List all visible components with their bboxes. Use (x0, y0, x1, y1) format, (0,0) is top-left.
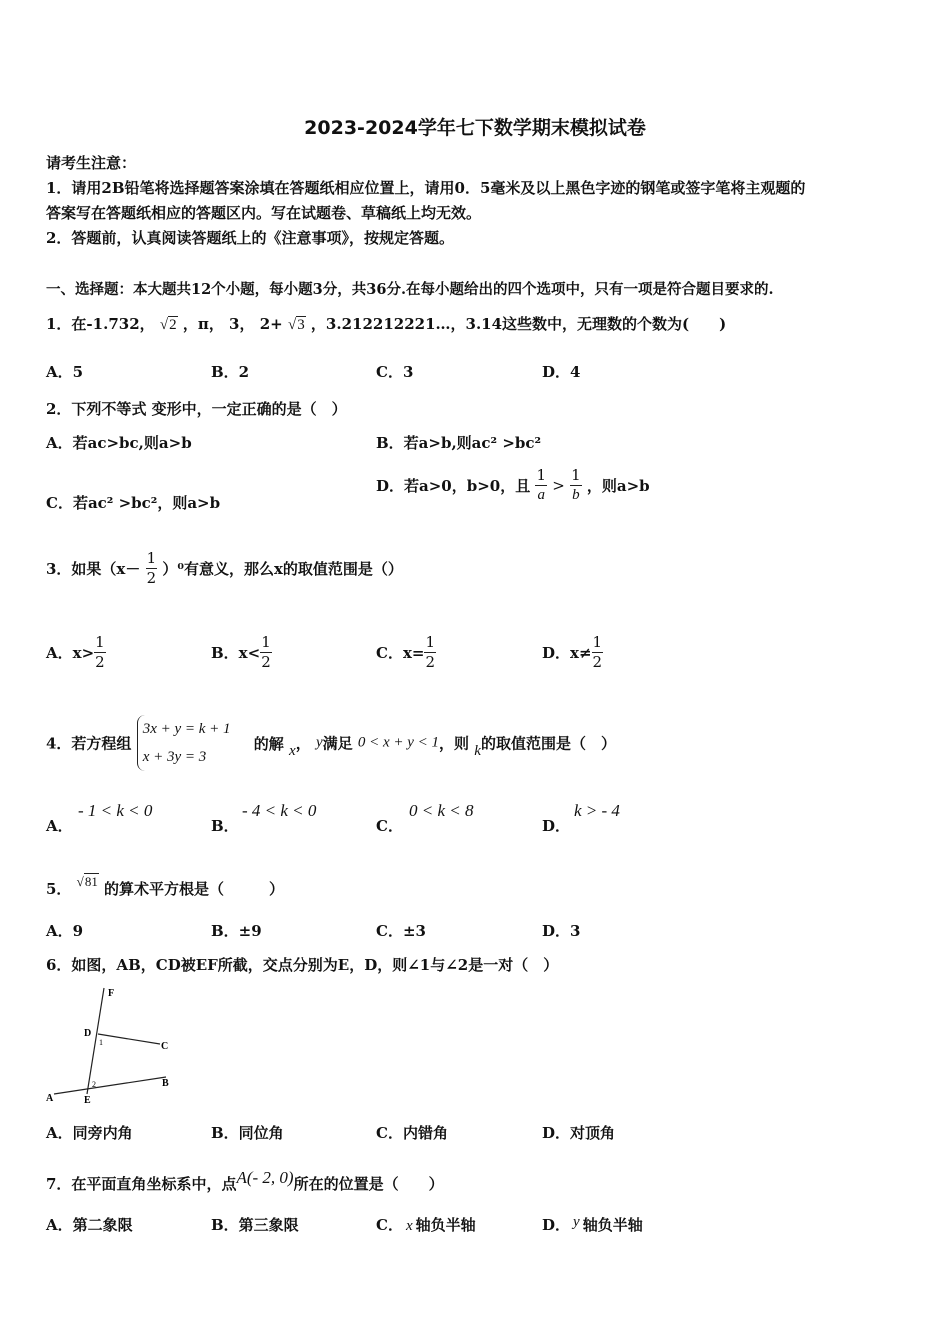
label-c: C (161, 1041, 169, 1052)
q2-option-c[interactable]: C．若ac² >bc²，则a>b (46, 494, 221, 512)
fraction-half: $\frac{1}{2}$ (425, 633, 435, 671)
q3-option-c[interactable]: C．x= $\frac{1}{2}$ (376, 633, 435, 671)
q7-option-c[interactable]: C． x 轴负半轴 (376, 1216, 476, 1234)
sqrt-81: √81 (76, 874, 98, 889)
fraction-half: $\frac{1}{2}$ (592, 633, 603, 671)
q5-option-c[interactable]: C．±3 (376, 922, 426, 940)
line-dc (98, 1034, 160, 1044)
q7-option-b[interactable]: B．第三象限 (211, 1216, 299, 1234)
q1-option-a[interactable]: A．5 (46, 363, 84, 381)
label-f: F (108, 988, 115, 999)
q4-option-b-math: - 4 < k < 0 (242, 801, 317, 820)
q4-option-d-math: k > - 4 (574, 801, 620, 820)
notice-line-1b: 答案写在答题纸相应的答题区内。写在试题卷、草稿纸上均无效。 (46, 204, 482, 222)
question-1-stem: 1．在-1.732， √2 ，π， 3， 2+ √3 ，3.212212221…，3.14这些数中，无理数的个数为( ) (46, 315, 727, 333)
label-e: E (84, 1095, 91, 1106)
q6-option-a[interactable]: A．同旁内角 (46, 1124, 133, 1142)
fraction-half: $\frac{1}{2}$ (146, 549, 157, 587)
label-2: 2 (92, 1080, 96, 1089)
notice-heading: 请考生注意： (46, 154, 137, 172)
q1-option-c[interactable]: C．3 (376, 363, 414, 381)
question-7-stem: 7．在平面直角坐标系中，点A(- 2, 0)所在的位置是（ ） (46, 1168, 444, 1193)
q1-option-b[interactable]: B．2 (211, 363, 250, 381)
question-4-stem: 4．若方程组 3x + y = k + 1 x + 3y = 3 的解 x， y满足 0 < x + y < 1，则 k的取值范围是（ ） (46, 715, 616, 771)
label-b: B (162, 1078, 169, 1089)
geometry-figure (40, 982, 190, 1107)
fraction-1-over-a: $\frac{1}{a}$ (536, 466, 547, 503)
fraction-1-over-b: $\frac{1}{b}$ (571, 466, 581, 503)
label-1: 1 (99, 1038, 103, 1047)
q6-option-d[interactable]: D．对顶角 (542, 1124, 616, 1142)
q5-option-d[interactable]: D．3 (542, 922, 581, 940)
equation-system: 3x + y = k + 1 x + 3y = 3 (137, 715, 231, 771)
q4-option-c-math: 0 < k < 8 (409, 801, 474, 820)
question-6-stem: 6．如图，AB，CD被EF所截，交点分别为E，D，则∠1与∠2是一对（ ） (46, 956, 559, 974)
fraction-half: $\frac{1}{2}$ (95, 633, 105, 671)
sqrt-3: √3 (287, 317, 305, 333)
q5-option-b[interactable]: B．±9 (211, 922, 262, 940)
q3-option-a[interactable]: A．x> $\frac{1}{2}$ (46, 633, 105, 671)
q1-option-d[interactable]: D．4 (542, 363, 581, 381)
q4-option-d[interactable]: D． (542, 817, 571, 835)
q4-option-c[interactable]: C． (376, 817, 403, 835)
q6-option-b[interactable]: B．同位角 (211, 1124, 284, 1142)
notice-line-2: 2．答题前，认真阅读答题纸上的《注意事项》，按规定答题。 (46, 229, 454, 247)
page-title: 2023-2024学年七下数学期末模拟试卷 (304, 117, 646, 139)
q2-option-b[interactable]: B．若a>b,则ac² >bc² (376, 434, 542, 452)
q4-option-b[interactable]: B． (211, 817, 239, 835)
q4-option-a-math: - 1 < k < 0 (78, 801, 153, 820)
q7-option-a[interactable]: A．第二象限 (46, 1216, 133, 1234)
question-5-stem: 5． √81 的算术平方根是（ ） (46, 874, 285, 898)
fraction-half: $\frac{1}{2}$ (261, 633, 271, 671)
q4-option-a[interactable]: A． (46, 817, 73, 835)
q6-option-c[interactable]: C．内错角 (376, 1124, 448, 1142)
question-3-stem: 3．如果（x－ $\frac{1}{2}$ ）⁰有意义，那么x的取值范围是（） (46, 549, 403, 587)
question-2-stem: 2．下列不等式 变形中，一定正确的是（ ） (46, 400, 347, 418)
q2-option-d[interactable]: D．若a>0，b>0，且 $\frac{1}{a}$ > $\frac{1}{b}$ ，则a>b (376, 466, 650, 503)
sqrt-2: √2 (159, 317, 177, 333)
notice-line-1a: 1．请用2B铅笔将选择题答案涂填在答题纸相应位置上，请用0．5毫米及以上黑色字迹的钢笔或签字笔将主观题的 (46, 179, 806, 197)
label-a: A (46, 1093, 54, 1104)
q7-option-d[interactable]: D． y 轴负半轴 (542, 1214, 643, 1234)
q3-option-d[interactable]: D．x≠ $\frac{1}{2}$ (542, 633, 603, 671)
section-heading: 一、选择题：本大题共12个小题，每小题3分，共36分.在每小题给出的四个选项中，只有一项是符合题目要求的. (46, 281, 774, 298)
label-d: D (84, 1028, 92, 1039)
line-ab (54, 1077, 166, 1094)
q2-option-a[interactable]: A．若ac>bc,则a>b (46, 434, 192, 452)
q5-option-a[interactable]: A．9 (46, 922, 84, 940)
q3-option-b[interactable]: B．x< $\frac{1}{2}$ (211, 633, 271, 671)
